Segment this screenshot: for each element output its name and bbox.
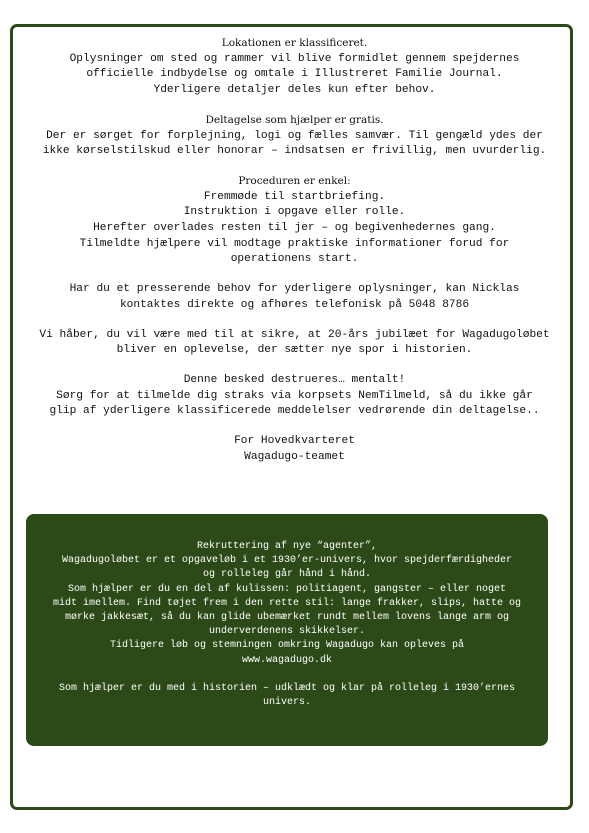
- hope-line: Vi håber, du vil være med til at sikre, at 20-års jubilæet for Wagadugoløbet: [39, 328, 550, 341]
- procedure-line: Instruktion i opgave eller rolle.: [183, 206, 406, 219]
- procedure-line: Herefter overlades resten til jer – og begivenhedernes gang.: [93, 222, 496, 235]
- destroy-section: [0, 373, 589, 420]
- procedure-section: [0, 174, 589, 268]
- procedure-line: Tilmeldte hjælpere vil modtage praktiske informationer forud for: [79, 237, 510, 250]
- signoff-line: For Hovedkvarteret: [234, 435, 355, 448]
- recruitment-line: mørke jakkesæt, så du kan glide ubemærket rundt mellem lovens lange arm og: [64, 612, 510, 624]
- location-line: officielle indbydelse og omtale i Illustreret Familie Journal.: [86, 68, 503, 81]
- destroy-line: Denne besked destrueres… mentalt!: [183, 373, 406, 386]
- destroy-line: glip af yderligere klassificerede meddelelser vedrørende din deltagelse..: [49, 405, 540, 418]
- location-line: Oplysninger om sted og rammer vil blive formidlet gennem spejdernes: [69, 52, 520, 65]
- participation-section: [0, 113, 589, 160]
- location-heading: Lokationen er klassificeret.: [221, 37, 368, 49]
- procedure-heading: Proceduren er enkel:: [238, 174, 351, 187]
- recruitment-line: Rekruttering af nye “agenter”,: [196, 541, 378, 552]
- recruitment-line: midt imellem. Find tøjet frem i den rette stil: lange frakker, slips, hatte og: [52, 597, 522, 609]
- location-section: [0, 36, 589, 99]
- recruitment-line: Wagadugoløbet er et opgaveløb i et 1930’er-univers, hvor spejderfærdigheder: [61, 555, 513, 567]
- participation-line: Der er sørget for forplejning, logi og fælles samvær. Til gengæld ydes der: [46, 129, 543, 142]
- recruitment-line: Tidligere løb og stemningen omkring Wagadugo kan opleves på: [109, 640, 465, 652]
- contact-section: [0, 282, 589, 313]
- recruitment-line: Som hjælper er du med i historien – udklædt og klar på rolleleg i 1930’ernes: [58, 682, 516, 694]
- procedure-line: operationens start.: [230, 253, 359, 266]
- location-line: Yderligere detaljer deles kun efter behov.: [153, 84, 436, 97]
- contact-line: kontaktes direkte og afhøres telefonisk på 5048 8786: [119, 298, 470, 311]
- hope-line: bliver en oplevelse, der sætter nye spor i historien.: [116, 344, 473, 357]
- website-link[interactable]: www.wagadugo.dk: [241, 654, 332, 666]
- recruitment-line: univers.: [262, 697, 311, 709]
- signoff-line: Wagadugo-teamet: [244, 450, 345, 463]
- recruitment-line: Som hjælper er du en del af kulissen: politiagent, gangster – eller noget: [67, 583, 507, 595]
- hope-section: [0, 328, 589, 359]
- recruitment-line: underverdenens skikkelser.: [208, 626, 366, 638]
- recruitment-box: [26, 514, 548, 746]
- contact-line: Har du et presserende behov for yderligere oplysninger, kan Nicklas: [69, 283, 520, 296]
- procedure-line: Fremmøde til startbriefing.: [203, 190, 386, 203]
- participation-heading: Deltagelse som hjælper er gratis.: [205, 113, 384, 126]
- participation-line: ikke kørselstilskud eller honorar – indsatsen er frivillig, men uvurderlig.: [42, 145, 547, 158]
- box-spacer: [26, 668, 548, 682]
- letter-body: [0, 36, 589, 479]
- signoff-section: [0, 434, 589, 465]
- recruitment-line: og rolleleg går hånd i hånd.: [202, 569, 372, 581]
- destroy-line: Sørg for at tilmelde dig straks via korpsets NemTilmeld, så du ikke går: [56, 389, 533, 402]
